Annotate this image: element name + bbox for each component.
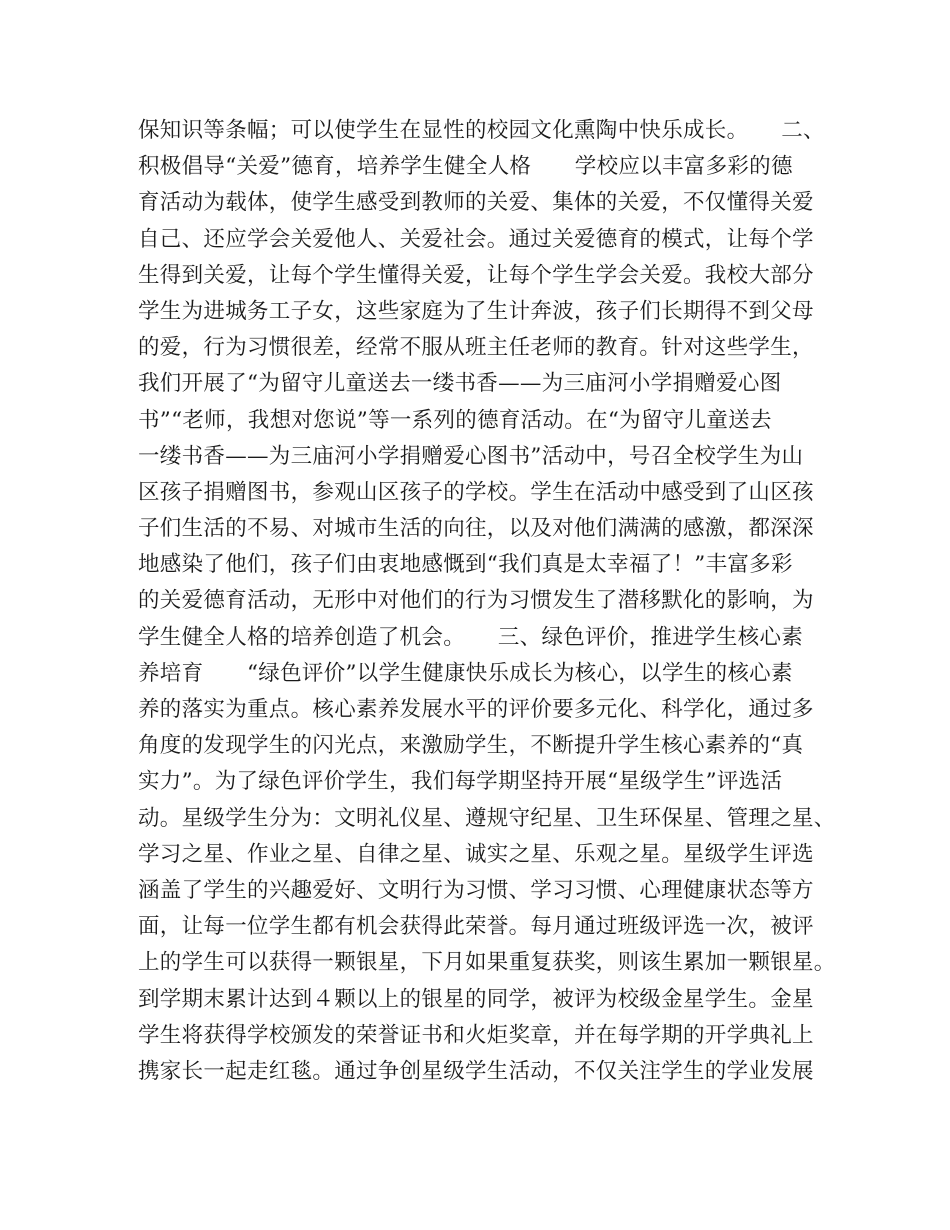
text-line: 养培育 “绿色评价”以学生健康快乐成长为核心，以学生的核心素: [138, 660, 793, 686]
text-line: 区孩子捐赠图书，参观山区孩子的学校。学生在活动中感受到了山区孩: [138, 479, 814, 505]
text-line: 积极倡导“关爱”德育，培养学生健全人格 学校应以丰富多彩的德: [138, 154, 793, 180]
text-line: 养的落实为重点。核心素养发展水平的评价要多元化、科学化，通过多: [138, 697, 814, 722]
text-line: 到学期末累计达到４颗以上的银星的同学，被评为校级金星学生。金星: [138, 986, 814, 1012]
text-line: 学生为进城务工子女，这些家庭为了生计奔波，孩子们长期得不到父母: [138, 298, 814, 324]
text-line: 地感染了他们，孩子们由衷地感慨到“我们真是太幸福了！”丰富多彩: [138, 552, 793, 578]
text-line: 子们生活的不易、对城市生活的向往，以及对他们满满的感激，都深深: [138, 516, 814, 542]
text-line: 学生将获得学校颁发的荣誉证书和火炬奖章，并在每学期的开学典礼上: [138, 1022, 814, 1048]
text-line: 育活动为载体，使学生感受到教师的关爱、集体的关爱，不仅懂得关爱: [138, 190, 814, 216]
text-line: 一缕书香——为三庙河小学捐赠爱心图书”活动中，号召全校学生为山: [138, 443, 804, 469]
text-line: 实力”。为了绿色评价学生，我们每学期坚持开展“星级学生”评选活: [138, 769, 783, 795]
body-text: [138, 113, 838, 1090]
text-line: 学习之星、作业之星、自律之星、诚实之星、乐观之星。星级学生评选: [138, 841, 814, 867]
text-line: 书”“老师，我想对您说”等一系列的德育活动。在“为留守儿童送去: [138, 407, 772, 433]
text-line: 角度的发现学生的闪光点，来激励学生，不断提升学生核心素养的“真: [138, 733, 804, 759]
text-line: 学生健全人格的培养创造了机会。 三、绿色评价，推进学生核心素: [138, 624, 804, 650]
text-line: 携家长一起走红毯。通过争创星级学生活动，不仅关注学生的学业发展: [138, 1058, 814, 1084]
text-line: 的爱，行为习惯很差，经常不服从班主任老师的教育。针对这些学生，: [138, 335, 814, 361]
text-line: 动。星级学生分为：文明礼仪星、遵规守纪星、卫生环保星、管理之星、: [138, 805, 836, 831]
text-line: 自己、还应学会关爱他人、关爱社会。通过关爱德育的模式，让每个学: [138, 226, 814, 252]
text-line: 生得到关爱，让每个学生懂得关爱，让每个学生学会关爱。我校大部分: [138, 262, 814, 288]
text-line: 的关爱德育活动，无形中对他们的行为习惯发生了潜移默化的影响，为: [138, 588, 814, 614]
text-line: 我们开展了“为留守儿童送去一缕书香——为三庙河小学捐赠爱心图: [138, 371, 782, 397]
text-line: 面，让每一位学生都有机会获得此荣誉。每月通过班级评选一次，被评: [138, 914, 814, 940]
text-line: 上的学生可以获得一颗银星，下月如果重复获奖，则该生累加一颗银星。: [138, 950, 836, 976]
text-line: 涵盖了学生的兴趣爱好、文明行为习惯、学习习惯、心理健康状态等方: [138, 877, 814, 903]
text-line: 保知识等条幅；可以使学生在显性的校园文化熏陶中快乐成长。 二、: [138, 118, 825, 143]
